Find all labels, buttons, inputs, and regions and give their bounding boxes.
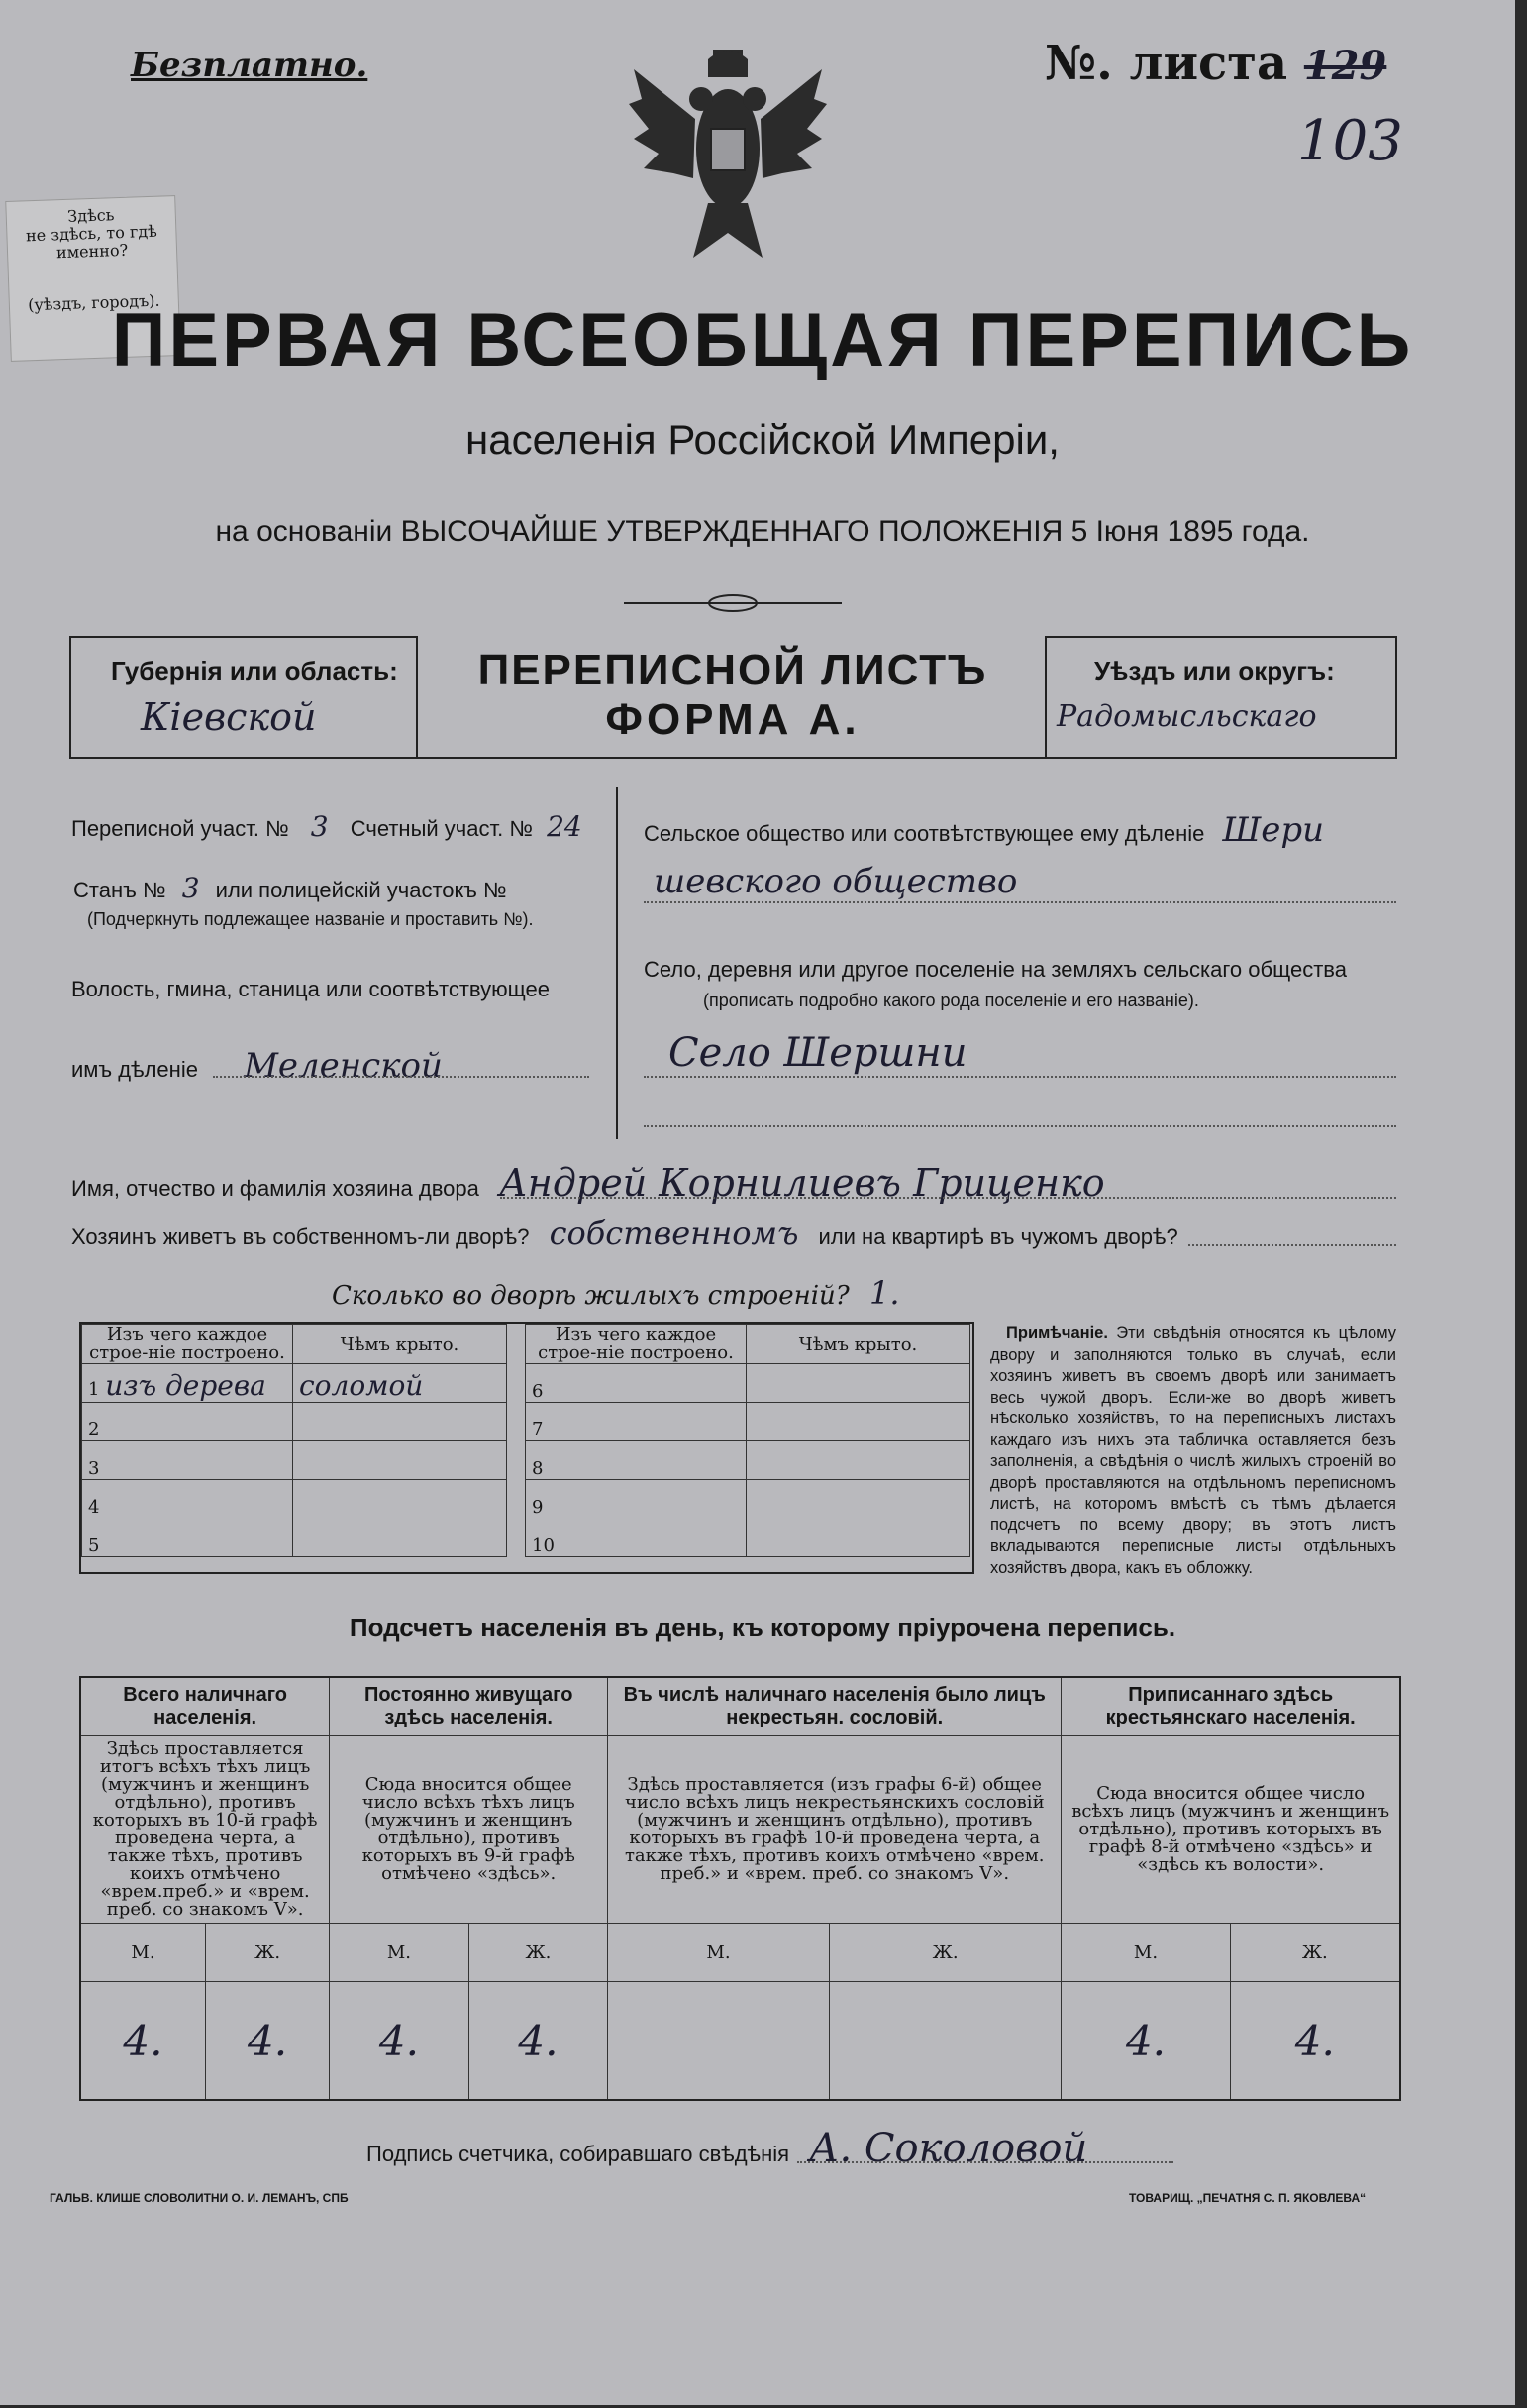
- district-label: Уѣздъ или округъ:: [1094, 656, 1335, 685]
- row-number: 4: [82, 1480, 293, 1518]
- province-box: [69, 636, 418, 759]
- form-title: ПЕРЕПИСНОЙ ЛИСТЪ: [477, 646, 988, 694]
- imperial-eagle-icon: [624, 30, 832, 272]
- row-number: 7: [526, 1403, 747, 1441]
- owner-lives-label: Хозяинъ живетъ въ собственномъ-ли дворѣ?: [71, 1224, 530, 1249]
- village-line-2: [644, 1125, 1396, 1127]
- f-header: Ж.: [829, 1924, 1062, 1982]
- society-row: [644, 810, 1324, 850]
- society-line: [644, 901, 1396, 903]
- buildings-table-left: [81, 1324, 507, 1557]
- society-value-1: Шери: [1222, 810, 1325, 850]
- roof-value: соломой: [293, 1364, 507, 1403]
- f-header: Ж.: [1230, 1924, 1400, 1982]
- form-subtitle: ФОРМА А.: [605, 695, 861, 744]
- row-number: 9: [526, 1480, 747, 1518]
- group-2-head: Постоянно живущаго здѣсь населенія.: [330, 1677, 608, 1736]
- owner-lives-row: [71, 1214, 1178, 1252]
- main-title: ПЕРВАЯ ВСЕОБЩАЯ ПЕРЕПИСЬ: [111, 298, 1414, 382]
- group-1-desc: Здѣсь проставляется итогъ всѣхъ тѣхъ лицъ (мужчинъ и женщинъ отдѣльно), противъ которыхъ въ 10-й графѣ проведена черта, а также тѣхъ, противъ коихъ отмѣчено «врем.преб.» и «врем. преб. со знакомъ V».: [80, 1736, 330, 1924]
- district-box: [1045, 636, 1397, 759]
- note-text: Эти свѣдѣнія относятся къ цѣлому двору и заполняются только въ случаѣ, если хозяинъ живетъ въ своемъ дворѣ или занимаетъ весь чужой дворъ. Если-же во дворѣ живетъ нѣсколько хозяйствъ, то на переписныхъ листахъ каждаго изъ нихъ эта табличка оставляется безъ заполненія, а свѣдѣнія о числѣ жилыхъ строеній во дворѣ проставляются на отдѣльномъ переписномъ листѣ, на которомъ вмѣстѣ съ тѣмъ дѣлается подсчетъ по всему двору; въ этотъ листъ вкладываются переписные листы отдѣльныхъ хозяйствъ двора, какъ въ обложку.: [990, 1324, 1396, 1577]
- col-material-header-2: Изъ чего каждое строе-ніе построено.: [526, 1325, 747, 1364]
- col-material-header: Изъ чего каждое строе-ніе построено.: [82, 1325, 293, 1364]
- province-value: Кіевской: [141, 695, 317, 739]
- table-row: [526, 1441, 970, 1480]
- district-value: Радомысльскаго: [1057, 699, 1317, 734]
- signature-value: А. Соколовой: [809, 2126, 1088, 2171]
- owner-lives-label-2: или на квартирѣ въ чужомъ дворѣ?: [818, 1224, 1178, 1249]
- stan-value: 3: [181, 872, 200, 904]
- stan-label: Станъ №: [73, 878, 166, 902]
- owner-name-label: Имя, отчество и фамилія хозяина двора: [71, 1176, 479, 1201]
- material-value: изъ дерева: [105, 1369, 266, 1402]
- owner-name-line: [500, 1197, 1396, 1199]
- row-number: 10: [526, 1518, 747, 1557]
- col-roof-header: Чѣмъ крыто.: [293, 1325, 507, 1364]
- buildings-table-frame: [79, 1322, 974, 1574]
- block-divider: [616, 787, 618, 1139]
- row-number: 3: [82, 1441, 293, 1480]
- table-row: [82, 1403, 507, 1441]
- census-district-row: [71, 810, 582, 843]
- village-note: (прописать подробно какого рода поселеніе и его названіе).: [703, 991, 1199, 1010]
- owner-lives-value: собственномъ: [549, 1214, 799, 1252]
- table-row: [526, 1403, 970, 1441]
- buildings-table-right: [525, 1324, 970, 1557]
- group-2-female: 4.: [468, 1982, 607, 2101]
- province-label: Губернія или область:: [111, 656, 398, 685]
- buildings-value: 1.: [868, 1274, 900, 1311]
- m-header: М.: [1062, 1924, 1230, 1982]
- table-row: [526, 1480, 970, 1518]
- sheet-label-text: №. листа: [1045, 36, 1288, 91]
- stub-text-4: (уѣздъ, городъ).: [27, 290, 160, 315]
- table-row: [82, 1441, 507, 1480]
- row-number: 8: [526, 1441, 747, 1480]
- footer-left: ГАЛЬВ. КЛИШЕ СЛОВОЛИТНИ О. И. ЛЕМАНЪ, СПБ: [50, 2191, 349, 2205]
- underline-note: (Подчеркнуть подлежащее названіе и проставить №).: [87, 909, 534, 929]
- row-number: 1: [88, 1379, 100, 1400]
- group-1-head: Всего наличнаго населенія.: [80, 1677, 330, 1736]
- group-2-desc: Сюда вносится общее число всѣхъ тѣхъ лицъ (мужчинъ и женщинъ отдѣльно), противъ которыхъ въ 9-й графѣ отмѣчено «здѣсь».: [330, 1736, 608, 1924]
- note-title: Примѣчаніе.: [1006, 1324, 1108, 1342]
- police-label: или полицейскій участокъ №: [215, 878, 507, 902]
- row-number: 6: [526, 1364, 747, 1403]
- m-header: М.: [330, 1924, 468, 1982]
- group-4-head: Приписаннаго здѣсь крестьянскаго населенія.: [1062, 1677, 1400, 1736]
- f-header: Ж.: [205, 1924, 329, 1982]
- group-4-desc: Сюда вносится общее число всѣхъ лицъ (мужчинъ и женщинъ отдѣльно), противъ которыхъ въ графѣ 8-й отмѣчено «здѣсь» и «здѣсь къ волости».: [1062, 1736, 1400, 1924]
- group-3-male: [608, 1982, 830, 2101]
- stan-row: [71, 872, 507, 904]
- division-value: Меленской: [244, 1046, 443, 1086]
- signature-row: [366, 2126, 1087, 2171]
- group-4-female: 4.: [1230, 1982, 1400, 2101]
- village-line: [644, 1076, 1396, 1078]
- society-value-2: шевского общество: [654, 862, 1018, 901]
- stub-text-3: именно?: [55, 240, 129, 262]
- basis-line: на основаніи ВЫСОЧАЙШЕ УТВЕРЖДЕННАГО ПОЛОЖЕНІЯ 5 Іюня 1895 года.: [215, 515, 1310, 548]
- sheet-number-pencil: 103: [1297, 109, 1403, 173]
- society-label: Сельское общество или соотвѣтствующее ему дѣленіе: [644, 821, 1205, 846]
- group-2-male: 4.: [330, 1982, 468, 2101]
- group-3-desc: Здѣсь проставляется (изъ графы 6-й) общее число всѣхъ лицъ некрестьянскихъ сословій (мужчинъ и женщинъ отдѣльно), противъ которыхъ въ графѣ 10-й проведена черта, а также тѣхъ, противъ коихъ отмѣчено «врем. преб.» и «врем. преб. со знакомъ V».: [608, 1736, 1062, 1924]
- m-header: М.: [608, 1924, 830, 1982]
- village-value: Село Шершни: [668, 1030, 967, 1076]
- m-header: М.: [80, 1924, 205, 1982]
- table-row: [526, 1364, 970, 1403]
- banner-row: [69, 636, 1396, 759]
- group-1-female: 4.: [205, 1982, 329, 2101]
- census-district-value: 3: [310, 810, 329, 843]
- f-header: Ж.: [468, 1924, 607, 1982]
- owner-lives-line: [1188, 1244, 1396, 1246]
- subtitle: населенія Россійской Имперіи,: [465, 416, 1060, 463]
- footer-right: ТОВАРИЩ. „ПЕЧАТНЯ С. П. ЯКОВЛЕВА“: [1129, 2191, 1367, 2205]
- table-row: [526, 1518, 970, 1557]
- counting-district-label: Счетный участ. №: [350, 816, 533, 841]
- volost-label: Волость, гмина, станица или соотвѣтствующее: [71, 977, 550, 1001]
- note-block: [990, 1323, 1396, 1579]
- village-label: Село, деревня или другое поселеніе на земляхъ сельскаго общества: [644, 957, 1347, 982]
- division-row: [71, 1046, 443, 1086]
- buildings-row: [332, 1274, 900, 1311]
- owner-name-value: Андрей Корнилиевъ Гриценко: [499, 1161, 1105, 1204]
- free-label: Безплатно.: [131, 46, 368, 85]
- group-3-female: [829, 1982, 1062, 2101]
- counting-district-value: 24: [547, 810, 582, 843]
- sheet-number-label: [1045, 36, 1386, 91]
- row-number: 5: [82, 1518, 293, 1557]
- signature-line: [797, 2161, 1173, 2163]
- table-row: [82, 1364, 507, 1403]
- ornament-divider: [624, 590, 842, 616]
- col-roof-header-2: Чѣмъ крыто.: [747, 1325, 970, 1364]
- table-row: [82, 1518, 507, 1557]
- population-title: Подсчетъ населенія въ день, къ которому пріурочена перепись.: [349, 1613, 1176, 1642]
- sheet-number-handwritten: 129: [1303, 43, 1387, 89]
- buildings-label: Сколько во дворѣ жилыхъ строеній?: [332, 1281, 850, 1310]
- group-1-male: 4.: [80, 1982, 205, 2101]
- group-3-head: Въ числѣ наличнаго населенія было лицъ некрестьян. сословій.: [608, 1677, 1062, 1736]
- signature-label: Подпись счетчика, собиравшаго свѣдѣнія: [366, 2142, 790, 2166]
- stub-text-1: Здѣсь: [66, 205, 115, 226]
- division-label: имъ дѣленіе: [71, 1057, 198, 1082]
- stub-text-2: не здѣсь, то гдѣ: [25, 221, 158, 246]
- table-row: [82, 1480, 507, 1518]
- population-table: [79, 1676, 1401, 2101]
- division-line: [213, 1076, 589, 1078]
- census-district-label: Переписной участ. №: [71, 816, 289, 841]
- row-number: 2: [82, 1403, 293, 1441]
- group-4-male: 4.: [1062, 1982, 1230, 2101]
